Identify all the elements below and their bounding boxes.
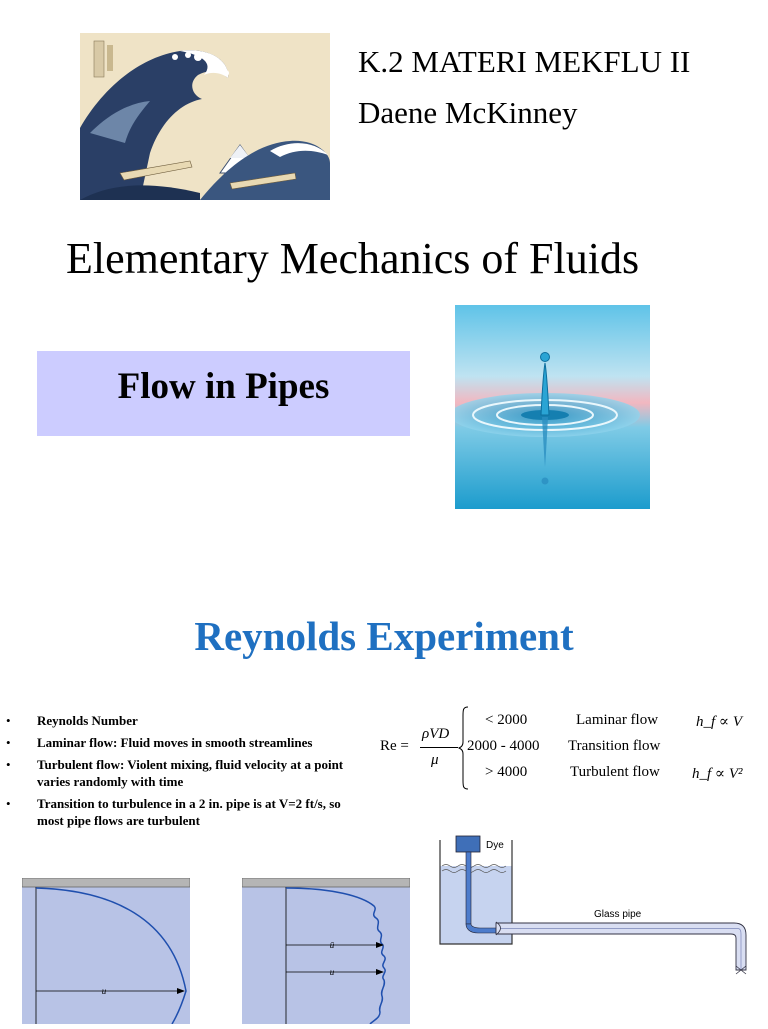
velocity-label: u [101,986,107,996]
bullet-glyph: • [6,735,11,750]
deck-title: K.2 MATERI MEKFLU II [358,44,691,79]
turbulent-profile-figure [242,878,410,1024]
water-drop-image [455,305,650,509]
regime-laminar: Laminar flow [576,712,659,728]
slide-title-reynolds: Reynolds Experiment [194,613,574,659]
bullet-text: Laminar flow: Fluid moves in smooth streamlines [37,735,313,750]
relation-turbulent: h_f ∝ V² [692,766,743,782]
deck-author: Daene McKinney [358,95,578,130]
relation-laminar: h_f ∝ V [696,714,742,730]
bullet-glyph: • [6,713,11,728]
velocity-label: u [329,967,335,977]
bullet-glyph: • [6,796,11,811]
bullet-glyph: • [6,757,11,772]
topic-title: Flow in Pipes [117,366,330,407]
range-turbulent: > 4000 [485,764,528,780]
great-wave-image [80,33,330,200]
mean-velocity-label: ū [329,940,335,950]
regime-transition: Transition flow [568,738,661,754]
bullet-text: Transition to turbulence in a 2 in. pipe is at V=2 ft/s, so most pipe flows are turbulent [37,796,341,828]
range-transition: 2000 - 4000 [467,738,540,754]
reynolds-apparatus-diagram [438,830,750,980]
glass-pipe-label: Glass pipe [594,909,642,920]
reynolds-apparatus-figure [438,830,750,980]
fraction-bar [420,747,458,748]
laminar-profile-diagram [22,878,190,1024]
bullet-item [6,712,366,729]
dye-label: Dye [486,840,504,851]
range-laminar: < 2000 [485,712,528,728]
wave-illustration [80,33,330,200]
regime-turbulent: Turbulent flow [570,764,660,780]
bullet-list [6,712,366,834]
bullet-text: Reynolds Number [37,713,138,728]
bullet-item [6,734,366,751]
bullet-text: Turbulent flow: Violent mixing, fluid velocity at a point varies randomly with time [37,757,344,789]
bullet-item [6,795,366,829]
reynolds-formula [380,704,765,799]
turbulent-profile-diagram [242,878,410,1024]
formula-numerator: ρVD [422,726,450,742]
formula-lhs: Re = [380,738,409,754]
topic-box [37,351,410,436]
laminar-profile-figure [22,878,190,1024]
bullet-item [6,756,366,790]
formula-denominator: μ [431,752,439,768]
water-drop-illustration [455,305,650,509]
course-title: Elementary Mechanics of Fluids [66,234,640,283]
